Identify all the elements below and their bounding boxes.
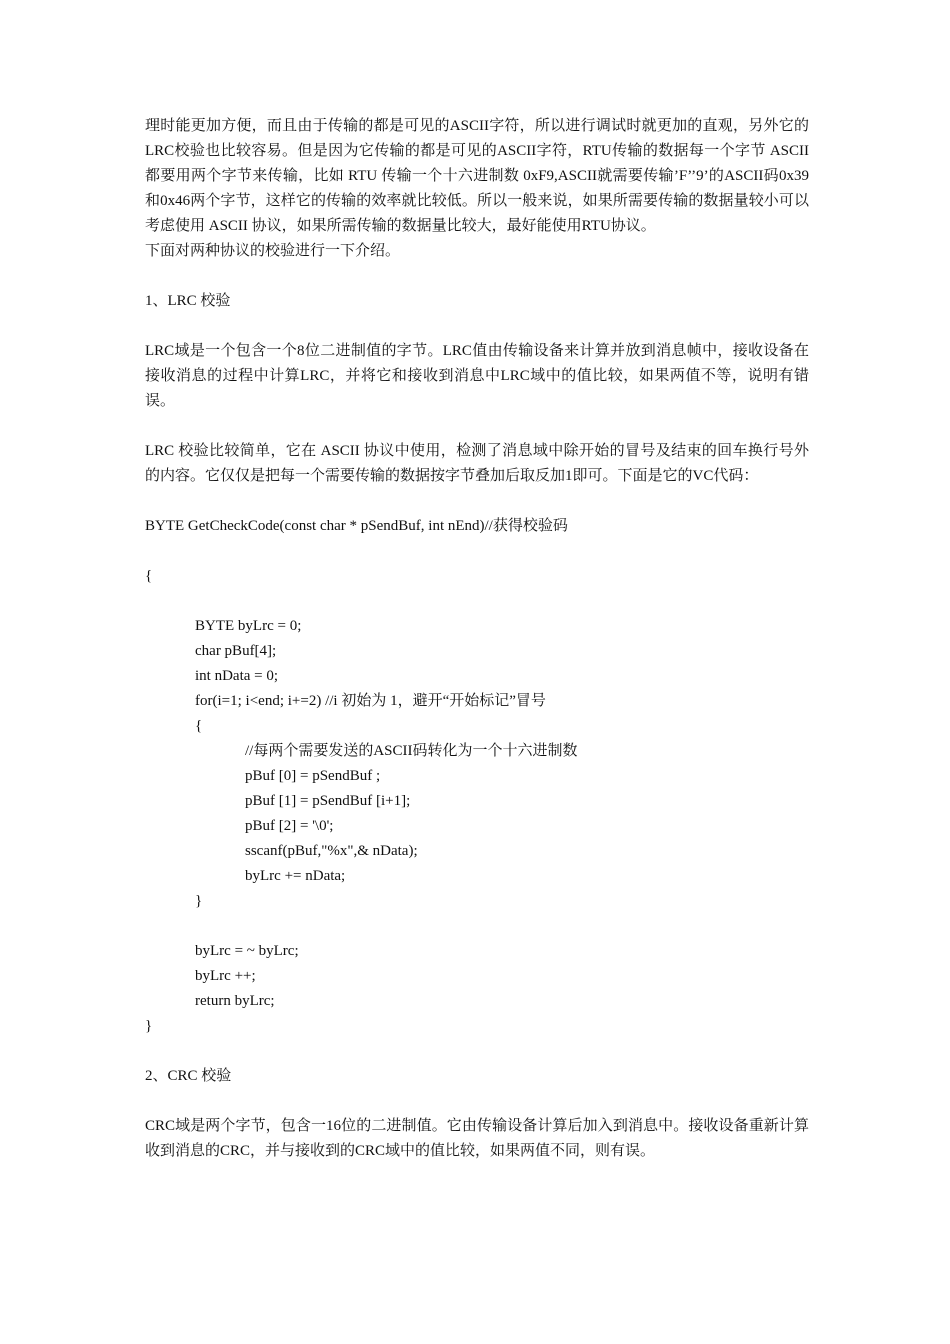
code-signature: BYTE GetCheckCode(const char * pSendBuf, int nEnd)//获得校验码: [145, 518, 568, 534]
code-line: char pBuf[4];: [195, 643, 277, 659]
crc-definition-paragraph: CRC域是两个字节，包含一16位的二进制值。它由传输设备计算后加入到消息中。接收设备重新计算收到消息的CRC，并与接收到的CRC域中的值比较，如果两值不同，则有误。: [145, 1118, 809, 1159]
code-line: byLrc ++;: [195, 968, 256, 984]
code-line: pBuf [1] = pSendBuf [i+1];: [245, 793, 411, 809]
code-open-brace: {: [145, 568, 153, 584]
code-block: [145, 514, 809, 1039]
code-close-brace: }: [145, 1018, 153, 1034]
lrc-description-paragraph: LRC 校验比较简单，它在 ASCII 协议中使用，检测了消息域中除开始的冒号及结束的回车换行号外的内容。它仅仅是把每一个需要传输的数据按字节叠加后取反加1即可。下面是它的VC代码：: [145, 443, 809, 484]
crc-heading: 2、CRC 校验: [145, 1068, 232, 1084]
code-line: int nData = 0;: [195, 668, 279, 684]
lrc-definition-paragraph: LRC域是一个包含一个8位二进制值的字节。LRC值由传输设备来计算并放到消息帧中，接收设备在接收消息的过程中计算LRC，并将它和接收到消息中LRC域中的值比较，如果两值不等，说明有错误。: [145, 343, 809, 409]
code-line: sscanf(pBuf,"%x",& nData);: [245, 843, 418, 859]
code-inner-open-brace: {: [195, 718, 203, 734]
intro-paragraph: 理时能更加方便，而且由于传输的都是可见的ASCII字符，所以进行调试时就更加的直观，另外它的LRC校验也比较容易。但是因为它传输的都是可见的ASCII字符，RTU传输的数据每一个字节 ASCII 都要用两个字节来传输，比如 RTU 传输一个十六进制数 0xF9,ASCII就需要传输’F’’9’的ASCII码0x39和0x46两个字节，这样它的传输的效率就比较低。所以一般来说，如果所需要传输的数据量较小可以考虑使用 ASCII 协议，如果所需传输的数据量比较大，最好能使用RTU协议。: [145, 118, 809, 234]
code-line: pBuf [0] = pSendBuf ;: [245, 768, 381, 784]
code-inner-close-brace: }: [195, 893, 203, 909]
lrc-heading: 1、LRC 校验: [145, 293, 231, 309]
document-page: [145, 114, 809, 1164]
code-for-loop: for(i=1; i<end; i+=2) //i 初始为 1，避开“开始标记”冒号: [195, 693, 546, 709]
code-line: byLrc = ~ byLrc;: [195, 943, 299, 959]
code-return: return byLrc;: [195, 993, 275, 1009]
code-line: byLrc += nData;: [245, 868, 346, 884]
code-comment: //每两个需要发送的ASCII码转化为一个十六进制数: [245, 743, 578, 759]
code-line: BYTE byLrc = 0;: [195, 618, 302, 634]
code-line: pBuf [2] = '\0';: [245, 818, 334, 834]
intro-transition: 下面对两种协议的校验进行一下介绍。: [145, 243, 401, 259]
